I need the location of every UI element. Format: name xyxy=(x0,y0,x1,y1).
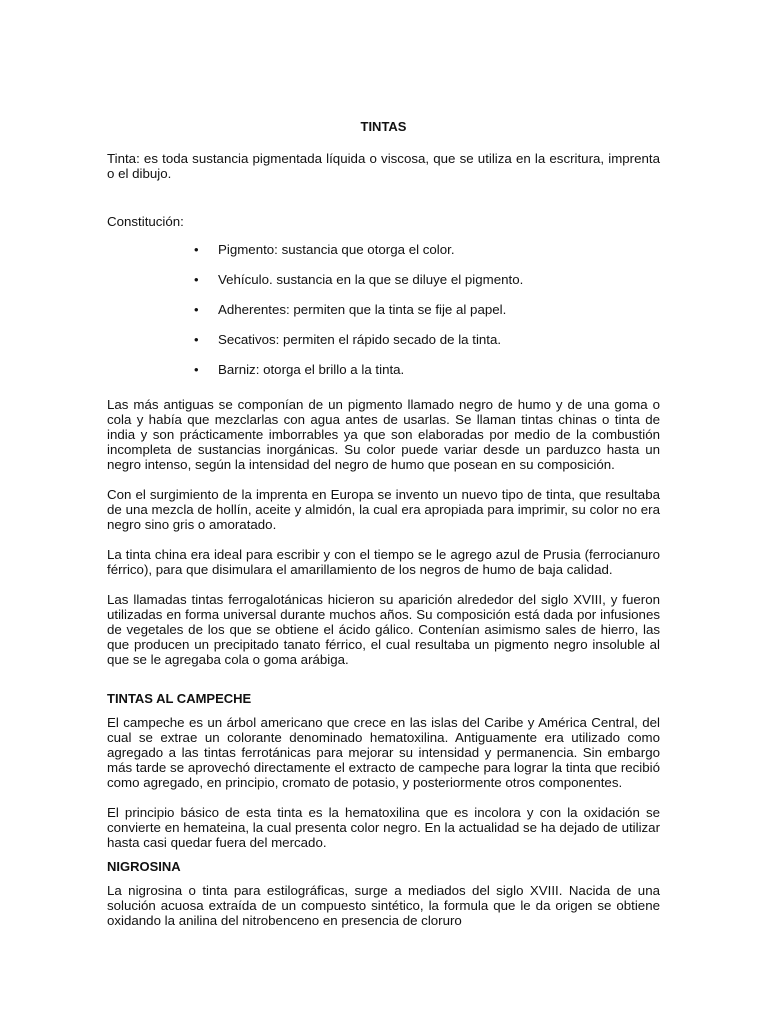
section-heading-campeche: TINTAS AL CAMPECHE xyxy=(107,691,252,706)
document-body xyxy=(107,114,660,928)
list-item-barniz: • Barniz: otorga el brillo a la tinta. xyxy=(107,362,660,377)
constitucion-list xyxy=(107,242,660,377)
definition-paragraph: Tinta: es toda sustancia pigmentada líquida o viscosa, que se utiliza en la escritura, imprenta o el dibujo. xyxy=(107,151,660,181)
paragraph-campeche-1: El campeche es un árbol americano que crece en las islas del Caribe y América Central, del cual se extrae un colorante denominado hematoxilina. Antiguamente era utilizado como agregado a las tintas ferrotánicas para mejorar su intensidad y permanencia. Sin embargo más tarde se aprovechó directamente el extracto de campeche para lograr la tinta que recibió como agregado, en principio, cromato de potasio, y posteriormente otros componentes. xyxy=(107,715,660,790)
list-item-secativos: • Secativos: permiten el rápido secado de la tinta. xyxy=(107,332,660,347)
paragraph-imprenta: Con el surgimiento de la imprenta en Europa se invento un nuevo tipo de tinta, que resultaba de una mezcla de hollín, aceite y almidón, la cual era apropiada para imprimir, su color no era negro sino gris o amoratado. xyxy=(107,487,660,532)
constitucion-label: Constitución: xyxy=(107,214,184,229)
paragraph-antiguas: Las más antiguas se componían de un pigmento llamado negro de humo y de una goma o cola y había que mezclarlas con agua antes de usarlas. Se llaman tintas chinas o tinta de india y son prácticamente imborrables ya que son elaboradas por medio de la combustión incompleta de sustancias inorgánicas. Su color puede variar desde un parduzco hasta un negro intenso, según la intensidad del negro de humo que posean en su composición. xyxy=(107,397,660,472)
paragraph-campeche-2: El principio básico de esta tinta es la hematoxilina que es incolora y con la oxidación se convierte en hemateina, la cual presenta color negro. En la actualidad se ha dejado de utilizar hasta casi quedar fuera del mercado. xyxy=(107,805,660,850)
paragraph-ferrogalotanicas: Las llamadas tintas ferrogalotánicas hicieron su aparición alrededor del siglo XVIII, y fueron utilizadas en forma universal durante muchos años. Su composición está dada por infusiones de vegetales de los que se obtiene el ácido gálico. Contenían asimismo sales de hierro, las que producen un precipitado tanato férrico, el cual resultaba un pigmento negro insoluble al que se le agregaba cola o goma arábiga. xyxy=(107,592,660,667)
paragraph-nigrosina: La nigrosina o tinta para estilográficas, surge a mediados del siglo XVIII. Nacida de una solución acuosa extraída de un compuesto sintético, la formula que le da origen se obtiene oxidando la anilina del nitrobenceno en presencia de cloruro xyxy=(107,883,660,928)
paragraph-tinta-china: La tinta china era ideal para escribir y con el tiempo se le agrego azul de Prusia (ferrocianuro férrico), para que disimulara el amarillamiento de los negros de humo de baja calidad. xyxy=(107,547,660,577)
page-title: TINTAS xyxy=(360,119,407,134)
section-heading-nigrosina: NIGROSINA xyxy=(107,859,181,874)
list-item-pigmento: • Pigmento: sustancia que otorga el color. xyxy=(107,242,660,257)
list-item-vehiculo: • Vehículo. sustancia en la que se diluye el pigmento. xyxy=(107,272,660,287)
list-item-adherentes: • Adherentes: permiten que la tinta se fije al papel. xyxy=(107,302,660,317)
